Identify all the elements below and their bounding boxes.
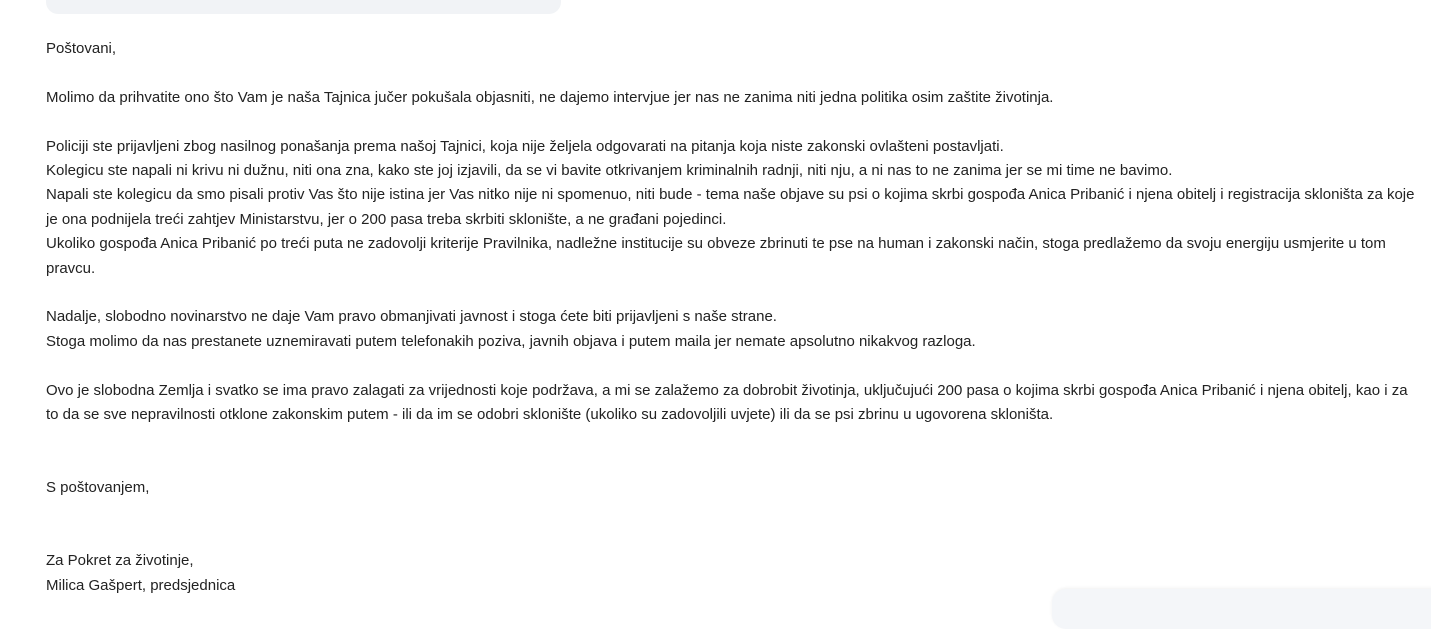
spacer <box>46 110 1418 134</box>
email-body <box>46 37 1418 598</box>
signature-organization: Za Pokret za životinje, <box>46 552 194 570</box>
email-paragraph-3-line-1: Nadalje, slobodno novinarstvo ne daje Vam pravo obmanjivati javnost i stoga ćete biti prijavljeni s naše strane. <box>46 308 777 326</box>
email-paragraph-2-line-1: Policiji ste prijavljeni zbog nasilnog ponašanja prema našoj Tajnici, koja nije željela odgovarati na pitanja koja niste zakonski ovlašteni postavljati. <box>46 137 1004 155</box>
email-paragraph-4: Ovo je slobodna Zemlja i svatko se ima pravo zalagati za vrijednosti koje podržava, a mi se zalažemo za dobrobit životinja, uključujući 200 pasa o kojima skrbi gospođa Anica Pribanić i njena obitelj, kao i za to da se sve nepravilnosti otklone zakonskim putem - ili da im se odobri sklonište (ukoliko su zadovoljili uvjete) ili da se psi zbrinu u ugovorena skloništa. <box>46 381 1408 424</box>
spacer <box>46 427 1418 476</box>
email-greeting: Poštovani, <box>46 40 117 57</box>
spacer <box>46 61 1418 85</box>
spacer <box>46 501 1418 550</box>
email-paragraph-2-line-3: Napali ste kolegicu da smo pisali protiv Vas što nije istina jer Vas nitko nije ni spomenuo, niti bude - tema naše objave su psi o kojima skrbi gospođa Anica Pribanić i njena obitelj i registracija skloništa za koje je ona podnijela treći zahtjev Ministarstvu, jer o 200 pasa treba skrbiti sklonište, a ne građani pojedinci. <box>46 186 1415 228</box>
email-paragraph-2-line-2: Kolegicu ste napali ni krivu ni dužnu, niti ona zna, kako ste joj izjavili, da se vi bavite otkrivanjem kriminalnih radnji, niti nju, a ni nas to ne zanima jer se mi time ne bavimo. <box>46 162 1173 179</box>
signature-name: Milica Gašpert, predsjednica <box>46 576 236 594</box>
spacer <box>46 354 1418 378</box>
previous-message-card <box>46 0 561 14</box>
email-paragraph-1: Molimo da prihvatite ono što Vam je naša Tajnica jučer pokušala objasniti, ne dajemo intervjue jer nas ne zanima niti jedna politika osim zaštite životinja. <box>46 88 1054 106</box>
email-closing: S poštovanjem, <box>46 479 150 497</box>
email-paragraph-2-line-4: Ukoliko gospođa Anica Pribanić po treći puta ne zadovolji kriterije Pravilnika, nadležne institucije su obveze zbrinuti te pse na human i zakonski način, stoga predlažemo da svoju energiju usmjerite u tom pravcu. <box>46 235 1386 277</box>
email-paragraph-3-line-2: Stoga molimo da nas prestanete uznemiravati putem telefonakih poziva, javnih objava i putem maila jer nemate apsolutno nikakvog razloga. <box>46 332 976 350</box>
spacer <box>46 281 1418 305</box>
reply-panel-edge <box>1052 589 1431 629</box>
